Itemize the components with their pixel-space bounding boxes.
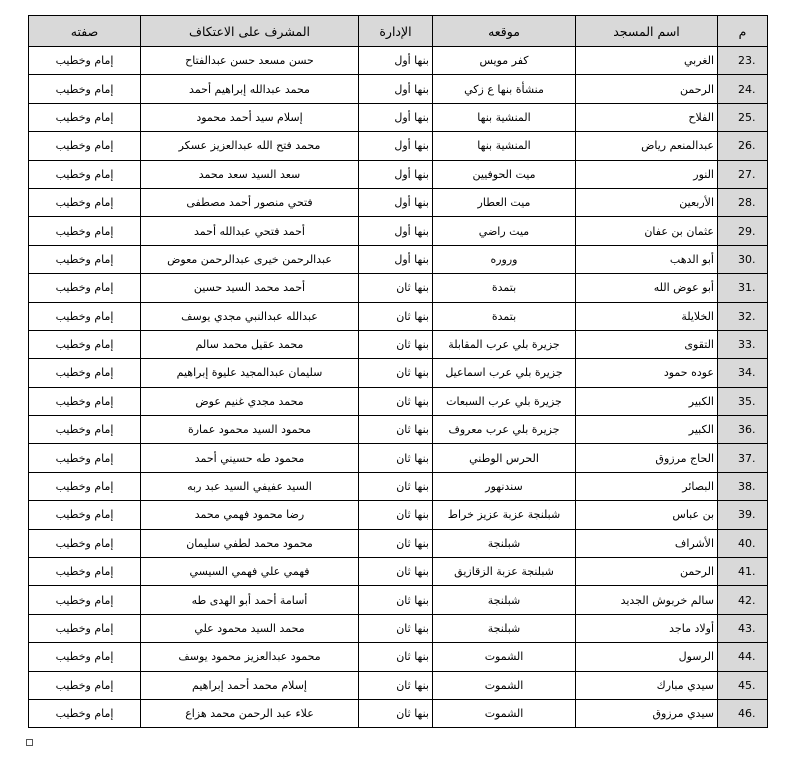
row-number: 25.: [718, 103, 768, 131]
supervisor-cell: أحمد فتحي عبدالله أحمد: [141, 217, 359, 245]
administration-cell: بنها ثان: [359, 699, 433, 727]
administration-cell: بنها ثان: [359, 586, 433, 614]
row-number: 36.: [718, 416, 768, 444]
row-number: 35.: [718, 387, 768, 415]
role-cell: إمام وخطيب: [29, 699, 141, 727]
administration-cell: بنها أول: [359, 75, 433, 103]
role-cell: إمام وخطيب: [29, 132, 141, 160]
location-cell: وروره: [433, 245, 576, 273]
role-cell: إمام وخطيب: [29, 416, 141, 444]
supervisor-cell: محمود عبدالعزيز محمود يوسف: [141, 643, 359, 671]
administration-cell: بنها ثان: [359, 558, 433, 586]
role-cell: إمام وخطيب: [29, 359, 141, 387]
role-cell: إمام وخطيب: [29, 103, 141, 131]
row-number: 32.: [718, 302, 768, 330]
administration-cell: بنها ثان: [359, 330, 433, 358]
mosque-name-cell: الغربي: [576, 47, 718, 75]
supervisor-cell: محمود طه حسيني أحمد: [141, 444, 359, 472]
table-row: [29, 245, 768, 273]
mosque-name-cell: النور: [576, 160, 718, 188]
location-cell: شبلنجة عزبة عزيز خراط: [433, 501, 576, 529]
role-cell: إمام وخطيب: [29, 444, 141, 472]
administration-cell: بنها ثان: [359, 302, 433, 330]
table-row: [29, 330, 768, 358]
header-role: صفته: [29, 16, 141, 47]
table-row: [29, 643, 768, 671]
administration-cell: بنها أول: [359, 132, 433, 160]
table-row: [29, 671, 768, 699]
administration-cell: بنها ثان: [359, 472, 433, 500]
location-cell: شبلنجة: [433, 586, 576, 614]
mosque-name-cell: الكبير: [576, 387, 718, 415]
supervisor-cell: محمود السيد محمود عمارة: [141, 416, 359, 444]
location-cell: شبلنجة عزبة الزقازيق: [433, 558, 576, 586]
mosque-name-cell: التقوى: [576, 330, 718, 358]
table-row: [29, 160, 768, 188]
location-cell: بتمدة: [433, 274, 576, 302]
supervisor-cell: محمد السيد محمود علي: [141, 614, 359, 642]
mosque-name-cell: سالم خربوش الجديد: [576, 586, 718, 614]
row-number: 38.: [718, 472, 768, 500]
supervisor-cell: إسلام محمد أحمد إبراهيم: [141, 671, 359, 699]
table-row: [29, 387, 768, 415]
location-cell: كفر مويس: [433, 47, 576, 75]
table-row: [29, 558, 768, 586]
table-row: [29, 586, 768, 614]
location-cell: ميت الحوفيين: [433, 160, 576, 188]
paragraph-marker: [26, 739, 33, 746]
location-cell: جزيرة بلي عرب المقابلة: [433, 330, 576, 358]
location-cell: منشأة بنها ع زكي: [433, 75, 576, 103]
location-cell: بتمدة: [433, 302, 576, 330]
supervisor-cell: محمد مجدي غنيم عوض: [141, 387, 359, 415]
row-number: 28.: [718, 188, 768, 216]
row-number: 45.: [718, 671, 768, 699]
table-header-row: [29, 16, 768, 47]
location-cell: الشموت: [433, 671, 576, 699]
table-row: [29, 103, 768, 131]
role-cell: إمام وخطيب: [29, 245, 141, 273]
role-cell: إمام وخطيب: [29, 302, 141, 330]
location-cell: شبلنجة: [433, 614, 576, 642]
mosques-table: [28, 15, 768, 728]
mosque-name-cell: الأشراف: [576, 529, 718, 557]
location-cell: الشموت: [433, 643, 576, 671]
mosque-name-cell: عثمان بن عفان: [576, 217, 718, 245]
location-cell: ميت راضي: [433, 217, 576, 245]
mosque-name-cell: أولاد ماجد: [576, 614, 718, 642]
mosque-name-cell: الكبير: [576, 416, 718, 444]
mosque-name-cell: الأربعين: [576, 188, 718, 216]
role-cell: إمام وخطيب: [29, 47, 141, 75]
role-cell: إمام وخطيب: [29, 160, 141, 188]
mosque-name-cell: البصائر: [576, 472, 718, 500]
role-cell: إمام وخطيب: [29, 671, 141, 699]
row-number: 30.: [718, 245, 768, 273]
row-number: 34.: [718, 359, 768, 387]
mosque-name-cell: الرسول: [576, 643, 718, 671]
supervisor-cell: أحمد محمد السيد حسين: [141, 274, 359, 302]
location-cell: المنشية بنها: [433, 103, 576, 131]
supervisor-cell: عبدالرحمن خيرى عبدالرحمن معوض: [141, 245, 359, 273]
administration-cell: بنها ثان: [359, 416, 433, 444]
role-cell: إمام وخطيب: [29, 558, 141, 586]
supervisor-cell: محمد عبدالله إبراهيم أحمد: [141, 75, 359, 103]
row-number: 43.: [718, 614, 768, 642]
supervisor-cell: عبدالله عبدالنبي مجدي يوسف: [141, 302, 359, 330]
role-cell: إمام وخطيب: [29, 472, 141, 500]
location-cell: جزيرة بلي عرب معروف: [433, 416, 576, 444]
header-num: م: [718, 16, 768, 47]
administration-cell: بنها ثان: [359, 501, 433, 529]
administration-cell: بنها أول: [359, 160, 433, 188]
table-row: [29, 614, 768, 642]
location-cell: المنشية بنها: [433, 132, 576, 160]
administration-cell: بنها أول: [359, 217, 433, 245]
supervisor-cell: محمود محمد لطفي سليمان: [141, 529, 359, 557]
row-number: 29.: [718, 217, 768, 245]
table-row: [29, 529, 768, 557]
role-cell: إمام وخطيب: [29, 614, 141, 642]
table-row: [29, 699, 768, 727]
table-row: [29, 47, 768, 75]
location-cell: شبلنجة: [433, 529, 576, 557]
table-row: [29, 188, 768, 216]
table-row: [29, 472, 768, 500]
supervisor-cell: حسن مسعد حسن عبدالفتاح: [141, 47, 359, 75]
supervisor-cell: سعد السيد سعد محمد: [141, 160, 359, 188]
supervisor-cell: السيد عفيفي السيد عبد ربه: [141, 472, 359, 500]
administration-cell: بنها ثان: [359, 529, 433, 557]
supervisor-cell: أسامة أحمد أبو الهدى طه: [141, 586, 359, 614]
table-row: [29, 444, 768, 472]
table-row: [29, 302, 768, 330]
role-cell: إمام وخطيب: [29, 217, 141, 245]
location-cell: الحرس الوطني: [433, 444, 576, 472]
row-number: 33.: [718, 330, 768, 358]
location-cell: الشموت: [433, 699, 576, 727]
role-cell: إمام وخطيب: [29, 529, 141, 557]
row-number: 40.: [718, 529, 768, 557]
administration-cell: بنها أول: [359, 188, 433, 216]
administration-cell: بنها ثان: [359, 274, 433, 302]
supervisor-cell: سليمان عبدالمجيد عليوة إبراهيم: [141, 359, 359, 387]
administration-cell: بنها ثان: [359, 643, 433, 671]
role-cell: إمام وخطيب: [29, 75, 141, 103]
location-cell: سندنهور: [433, 472, 576, 500]
administration-cell: بنها أول: [359, 245, 433, 273]
row-number: 42.: [718, 586, 768, 614]
supervisor-cell: علاء عبد الرحمن محمد هزاع: [141, 699, 359, 727]
row-number: 24.: [718, 75, 768, 103]
row-number: 37.: [718, 444, 768, 472]
row-number: 26.: [718, 132, 768, 160]
supervisor-cell: محمد فتح الله عبدالعزيز عسكر: [141, 132, 359, 160]
administration-cell: بنها ثان: [359, 359, 433, 387]
role-cell: إمام وخطيب: [29, 501, 141, 529]
table-row: [29, 359, 768, 387]
row-number: 39.: [718, 501, 768, 529]
header-administration: الإدارة: [359, 16, 433, 47]
header-mosque-name: اسم المسجد: [576, 16, 718, 47]
row-number: 31.: [718, 274, 768, 302]
location-cell: جزيرة بلي عرب السبعات: [433, 387, 576, 415]
supervisor-cell: إسلام سيد أحمد محمود: [141, 103, 359, 131]
header-supervisor: المشرف على الاعتكاف: [141, 16, 359, 47]
supervisor-cell: محمد عقيل محمد سالم: [141, 330, 359, 358]
table-row: [29, 132, 768, 160]
role-cell: إمام وخطيب: [29, 643, 141, 671]
row-number: 44.: [718, 643, 768, 671]
administration-cell: بنها ثان: [359, 387, 433, 415]
mosque-name-cell: عوده حمود: [576, 359, 718, 387]
supervisor-cell: فهمي علي فهمي السيسي: [141, 558, 359, 586]
role-cell: إمام وخطيب: [29, 387, 141, 415]
table-row: [29, 501, 768, 529]
mosque-name-cell: سيدي مرزوق: [576, 699, 718, 727]
location-cell: جزيرة بلي عرب اسماعيل: [433, 359, 576, 387]
administration-cell: بنها ثان: [359, 444, 433, 472]
administration-cell: بنها ثان: [359, 671, 433, 699]
mosque-name-cell: عبدالمنعم رياض: [576, 132, 718, 160]
location-cell: ميت العطار: [433, 188, 576, 216]
mosque-name-cell: الخلايلة: [576, 302, 718, 330]
administration-cell: بنها ثان: [359, 614, 433, 642]
mosque-name-cell: الفلاح: [576, 103, 718, 131]
role-cell: إمام وخطيب: [29, 274, 141, 302]
table-row: [29, 217, 768, 245]
mosque-name-cell: الحاج مرزوق: [576, 444, 718, 472]
role-cell: إمام وخطيب: [29, 188, 141, 216]
administration-cell: بنها أول: [359, 47, 433, 75]
table-row: [29, 75, 768, 103]
mosque-name-cell: سيدي مبارك: [576, 671, 718, 699]
mosque-name-cell: أبو الدهب: [576, 245, 718, 273]
table-row: [29, 416, 768, 444]
row-number: 41.: [718, 558, 768, 586]
row-number: 46.: [718, 699, 768, 727]
mosque-name-cell: الرحمن: [576, 75, 718, 103]
table-row: [29, 274, 768, 302]
supervisor-cell: فتحي منصور أحمد مصطفى: [141, 188, 359, 216]
mosque-name-cell: أبو عوض الله: [576, 274, 718, 302]
header-location: موقعه: [433, 16, 576, 47]
mosque-name-cell: بن عباس: [576, 501, 718, 529]
role-cell: إمام وخطيب: [29, 586, 141, 614]
administration-cell: بنها أول: [359, 103, 433, 131]
mosque-name-cell: الرحمن: [576, 558, 718, 586]
supervisor-cell: رضا محمود فهمي محمد: [141, 501, 359, 529]
row-number: 23.: [718, 47, 768, 75]
role-cell: إمام وخطيب: [29, 330, 141, 358]
row-number: 27.: [718, 160, 768, 188]
